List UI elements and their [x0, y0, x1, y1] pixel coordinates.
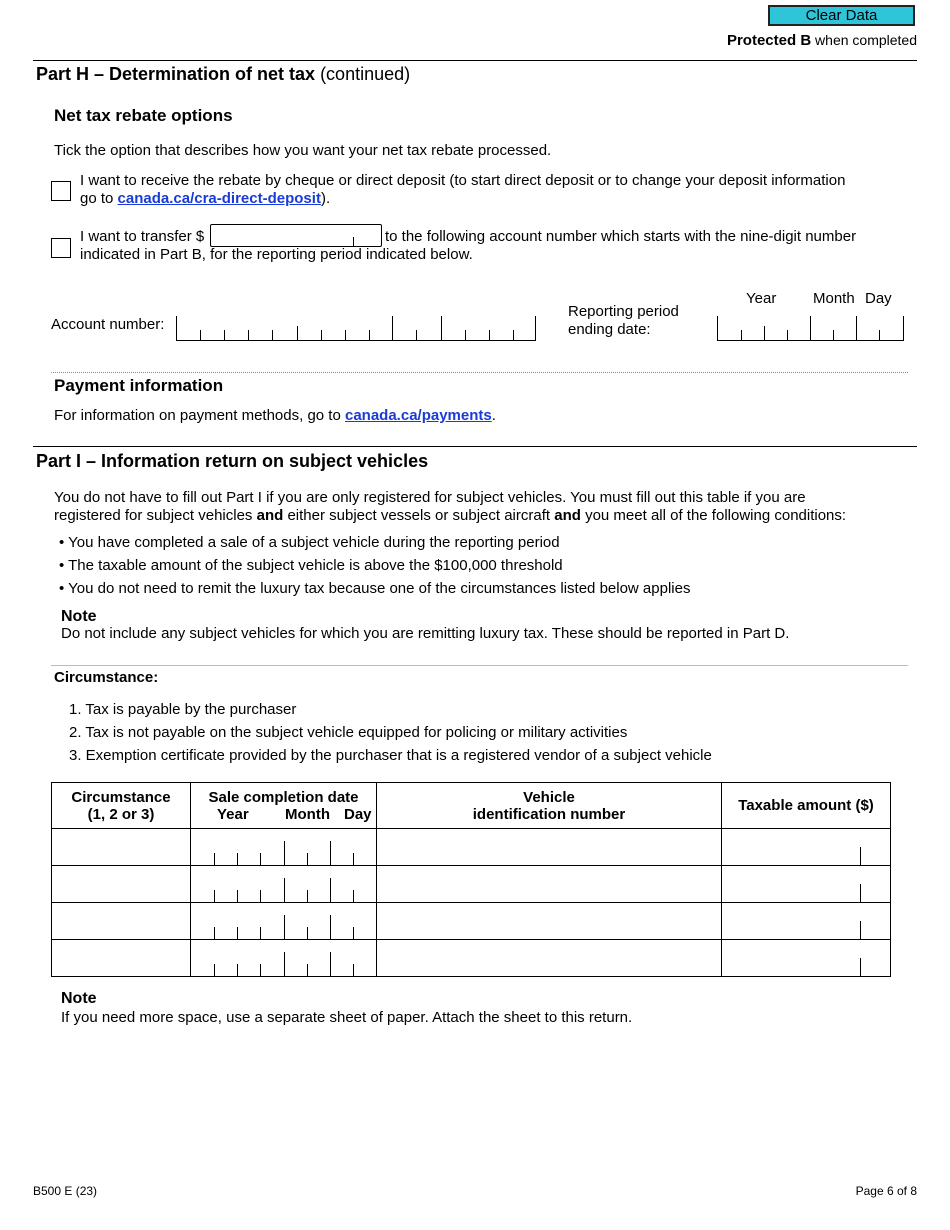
option-transfer-checkbox[interactable] [51, 238, 71, 258]
table-row [52, 866, 891, 903]
vin-input[interactable] [377, 940, 722, 977]
sale-date-input[interactable] [191, 940, 377, 977]
col-vin-line1: Vehicle [523, 788, 575, 806]
rebate-heading: Net tax rebate options [54, 106, 233, 125]
sale-date-input[interactable] [191, 903, 377, 940]
intro-and1: and [256, 507, 284, 524]
circumstance-2: 2. Tax is not payable on the subject vehicle equipped for policing or military activities [69, 724, 628, 741]
note2-text: If you need more space, use a separate sheet of paper. Attach the sheet to this return. [61, 1009, 633, 1026]
protected-suffix: when completed [811, 32, 917, 48]
part-h-title-text: Part H – Determination of net tax [36, 64, 316, 84]
intro-and2: and [554, 507, 581, 524]
payments-link[interactable]: canada.ca/payments [344, 407, 492, 424]
option-cheque-checkbox[interactable] [51, 181, 71, 201]
intro-e: you meet all of the following conditions: [580, 507, 847, 524]
col-day: Day [344, 805, 372, 823]
circumstance-input[interactable] [52, 940, 191, 977]
account-number-input[interactable] [176, 316, 536, 341]
option-cheque-goto: go to [80, 190, 118, 207]
payment-text [54, 407, 496, 424]
vin-input[interactable] [377, 866, 722, 903]
option-transfer-text1: I want to transfer $ [80, 228, 205, 245]
part-i-intro [54, 489, 846, 525]
reporting-period-date-input[interactable] [717, 316, 904, 341]
col-circumstance [52, 783, 191, 829]
clear-data-button[interactable] [768, 5, 915, 26]
dotted-divider [51, 372, 908, 373]
protected-b-notice [727, 32, 917, 49]
part-i-title: Part I – Information return on subject vehicles [36, 451, 429, 471]
account-number-label: Account number: [51, 316, 165, 333]
condition-2: • The taxable amount of the subject vehicle is above the $100,000 threshold [59, 557, 563, 574]
reporting-period-label [568, 303, 679, 339]
part-h-title-suffix: (continued) [315, 64, 411, 84]
taxable-amount-input[interactable] [722, 903, 891, 940]
day-label: Day [865, 290, 892, 307]
col-circumstance-line1: Circumstance [71, 788, 171, 806]
payment-text-start: For information on payment methods, go to [54, 407, 345, 424]
col-year: Year [217, 805, 249, 823]
page-number: Page 6 of 8 [855, 1184, 917, 1198]
circumstance-input[interactable] [52, 866, 191, 903]
clear-data-label: Clear Data [805, 7, 878, 24]
col-vin-line2: identification number [472, 805, 626, 823]
protected-label: Protected B [726, 32, 812, 49]
divider-light [51, 665, 908, 666]
transfer-amount-input[interactable] [210, 224, 382, 247]
divider [33, 60, 917, 61]
subject-vehicles-table [51, 782, 891, 977]
taxable-amount-input[interactable] [722, 829, 891, 866]
circumstance-heading: Circumstance: [54, 669, 159, 686]
option-transfer-text2: to the following account number which starts with the nine-digit number [385, 228, 857, 245]
rebate-intro: Tick the option that describes how you want your net tax rebate processed. [54, 142, 552, 159]
option-cheque-line2 [80, 190, 845, 208]
form-id: B500 E (23) [33, 1184, 98, 1198]
intro-c: either subject vessels or subject aircraft [283, 507, 555, 524]
taxable-amount-input[interactable] [722, 940, 891, 977]
month-label: Month [813, 290, 855, 307]
table-row [52, 829, 891, 866]
circumstance-3: 3. Exemption certificate provided by the purchaser that is a registered vendor of a subject vehicle [69, 747, 712, 764]
col-sale-date [191, 783, 377, 829]
col-circumstance-line2: (1, 2 or 3) [87, 805, 155, 823]
condition-3: • You do not need to remit the luxury tax because one of the circumstances listed below applies [59, 580, 691, 597]
note-text: Do not include any subject vehicles for which you are remitting luxury tax. These should be reported in Part D. [61, 625, 790, 642]
part-i-intro-line2 [54, 507, 846, 525]
option-transfer-text3: indicated in Part B, for the reporting period indicated below. [80, 246, 473, 263]
payment-heading: Payment information [54, 376, 224, 395]
circumstance-input[interactable] [52, 829, 191, 866]
cents-divider [353, 237, 354, 246]
intro-a: registered for subject vehicles [54, 507, 257, 524]
circumstance-1: 1. Tax is payable by the purchaser [69, 701, 297, 718]
vin-input[interactable] [377, 903, 722, 940]
condition-1: • You have completed a sale of a subject vehicle during the reporting period [59, 534, 560, 551]
col-month: Month [285, 805, 330, 823]
payment-text-end: . [491, 407, 496, 424]
option-cheque-text [80, 172, 845, 208]
col-sale-date-line1: Sale completion date [208, 788, 359, 806]
part-h-title [36, 64, 410, 85]
divider [33, 446, 917, 447]
sale-date-input[interactable] [191, 829, 377, 866]
note2-heading: Note [61, 990, 97, 1007]
vin-input[interactable] [377, 829, 722, 866]
sale-date-input[interactable] [191, 866, 377, 903]
col-vin [377, 783, 722, 829]
year-label: Year [746, 290, 777, 307]
col-taxable-amount: Taxable amount ($) [722, 783, 891, 829]
table-row [52, 903, 891, 940]
cra-direct-deposit-link[interactable]: canada.ca/cra-direct-deposit [117, 190, 321, 207]
col-sale-date-parts [191, 806, 376, 823]
option-cheque-end: ). [320, 190, 331, 207]
table-header-row [52, 783, 891, 829]
option-cheque-line1: I want to receive the rebate by cheque or direct deposit (to start direct deposit or to change your deposit information [80, 172, 846, 189]
circumstance-input[interactable] [52, 903, 191, 940]
reporting-period-line2: ending date: [568, 321, 651, 338]
reporting-period-line1: Reporting period [568, 303, 679, 320]
taxable-amount-input[interactable] [722, 866, 891, 903]
note-heading: Note [61, 608, 97, 625]
part-i-intro-line1: You do not have to fill out Part I if you are only registered for subject vehicles. You must fill out this table if you are [54, 489, 806, 506]
table-row [52, 940, 891, 977]
